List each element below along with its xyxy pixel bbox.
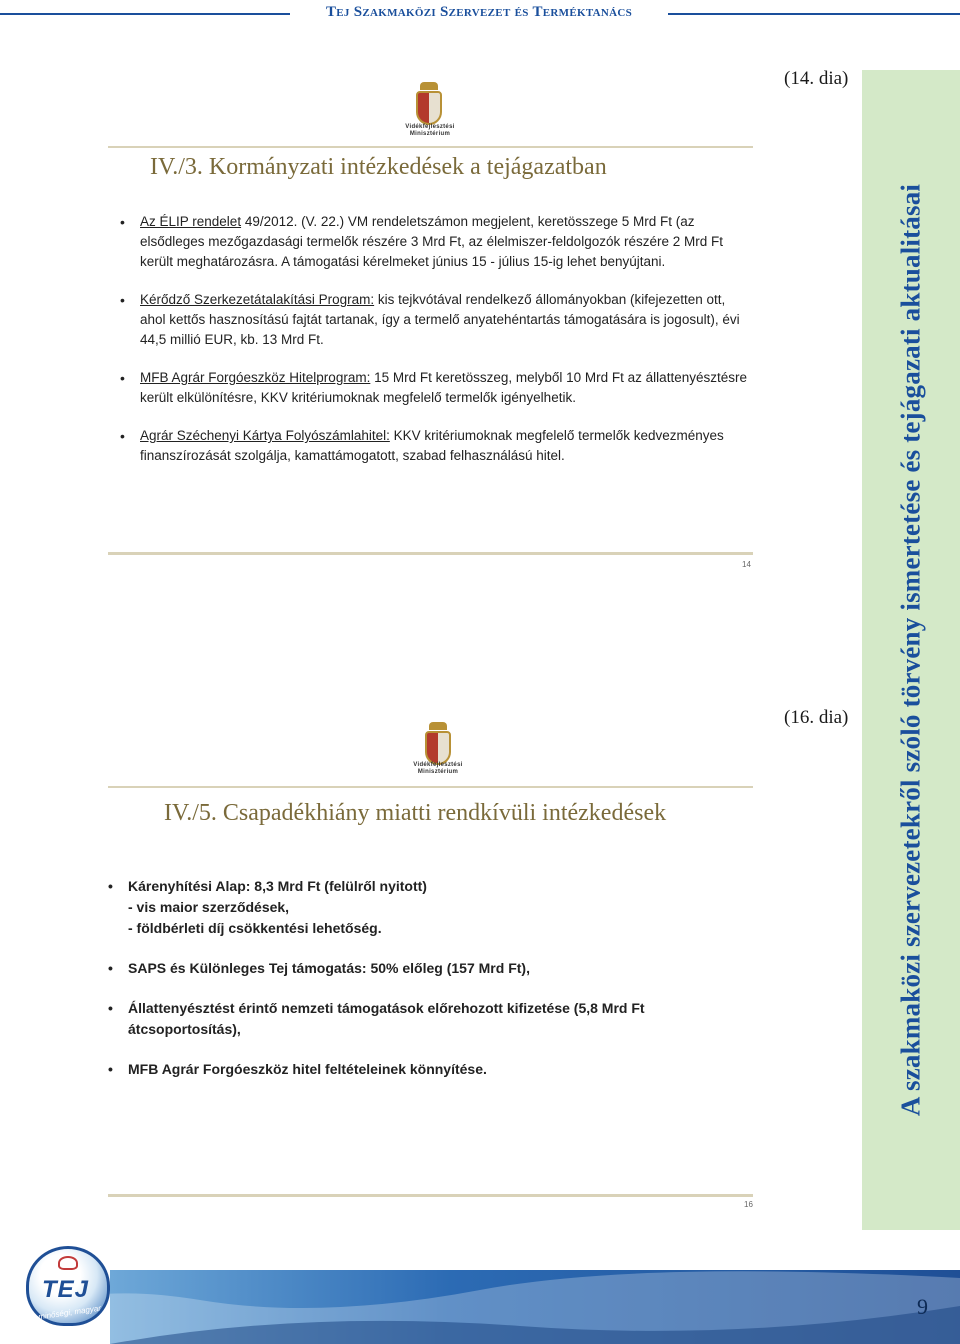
list-item: • Az ÉLIP rendelet 49/2012. (V. 22.) VM rendeletszámon megjelent, keretösszege 5 Mrd Ft (az elsődleges mezőgazdasági termelők részére 3 Mrd Ft, az élelmiszer-feldolgozók részére 2 Mrd Ft került meghatározásra. A támogatási kérelmeket június 15 - július 15-ig lehet benyújtani. bbox=[112, 212, 752, 272]
slide-page-number: 14 bbox=[742, 560, 751, 569]
footer-wave-icon bbox=[0, 1270, 960, 1344]
ministry-label: Vidékfejlesztési Minisztérium bbox=[405, 124, 455, 137]
slide-14-image bbox=[100, 70, 765, 575]
slide-bullet-list bbox=[100, 876, 750, 1099]
slide-title-rule bbox=[108, 146, 753, 148]
slide-page-number: 16 bbox=[744, 1200, 753, 1209]
tej-logo bbox=[20, 1228, 112, 1328]
logo-tagline: minőségi, magyar bbox=[37, 1303, 102, 1322]
list-item: • Agrár Széchenyi Kártya Folyószámlahitel: KKV kritériumoknak megfelelő termelők kedvezményes finanszírozását szolgálja, kamattámogatott, szabad felhasználású hitel. bbox=[112, 426, 752, 466]
header-title: Tej Szakmaközi Szervezet és Terméktanács bbox=[325, 4, 633, 20]
list-item: • SAPS és Különleges Tej támogatás: 50% előleg (157 Mrd Ft), bbox=[100, 958, 750, 979]
logo-wordmark: TEJ bbox=[42, 1276, 90, 1303]
tooth-icon bbox=[58, 1256, 78, 1270]
header-rule-left bbox=[0, 13, 290, 15]
ministry-label: Vidékfejlesztési Minisztérium bbox=[413, 762, 463, 775]
slide-16-image bbox=[90, 712, 765, 1217]
slide-title: IV./3. Kormányzati intézkedések a tejágazatban bbox=[150, 154, 607, 180]
slide-title-rule bbox=[108, 786, 753, 788]
coat-of-arms-icon bbox=[412, 82, 446, 125]
page-number: 9 bbox=[917, 1294, 928, 1319]
caption-second: (16. dia) bbox=[784, 707, 849, 728]
side-title-band bbox=[862, 70, 960, 1230]
caption-first: (14. dia) bbox=[784, 68, 849, 89]
list-item: • Állattenyésztést érintő nemzeti támogatások előrehozott kifizetése (5,8 Mrd Ft átcsoportosítás), bbox=[100, 998, 750, 1040]
list-item: • MFB Agrár Forgóeszköz hitel feltételeinek könnyítése. bbox=[100, 1059, 750, 1080]
page-header bbox=[0, 0, 960, 28]
coat-of-arms-icon bbox=[421, 722, 455, 765]
page-footer bbox=[0, 1270, 960, 1344]
slide-title: IV./5. Csapadékhiány miatti rendkívüli intézkedések bbox=[164, 800, 667, 826]
side-title: A szakmaközi szervezetekről szóló törvény ismertetése és tejágazati aktualitásai bbox=[895, 183, 926, 1117]
slide-footer-rule bbox=[108, 552, 753, 555]
slide-footer-rule bbox=[108, 1194, 753, 1197]
header-rule-right bbox=[668, 13, 960, 15]
list-item: • MFB Agrár Forgóeszköz Hitelprogram: 15 Mrd Ft keretösszeg, melyből 10 Mrd Ft az állattenyésztésre került elkülönítésre, KKV kritériumoknak megfelelő termelők igényelhetik. bbox=[112, 368, 752, 408]
list-item: • Kárenyhítési Alap: 8,3 Mrd Ft (felülről nyitott) - vis maior szerződések, - földbérleti díj csökkentési lehetőség. bbox=[100, 876, 750, 939]
list-item: • Kérődző Szerkezetátalakítási Program: kis tejkvótával rendelkező állományokban (kifejezetten ott, ahol kettős hasznosítású fajtát tartanak, így a termelő anyatehéntartás támogatására is jogosult), évi 44,5 millió EUR, kb. 13 Mrd Ft. bbox=[112, 290, 752, 350]
slide-bullet-list bbox=[112, 212, 752, 484]
